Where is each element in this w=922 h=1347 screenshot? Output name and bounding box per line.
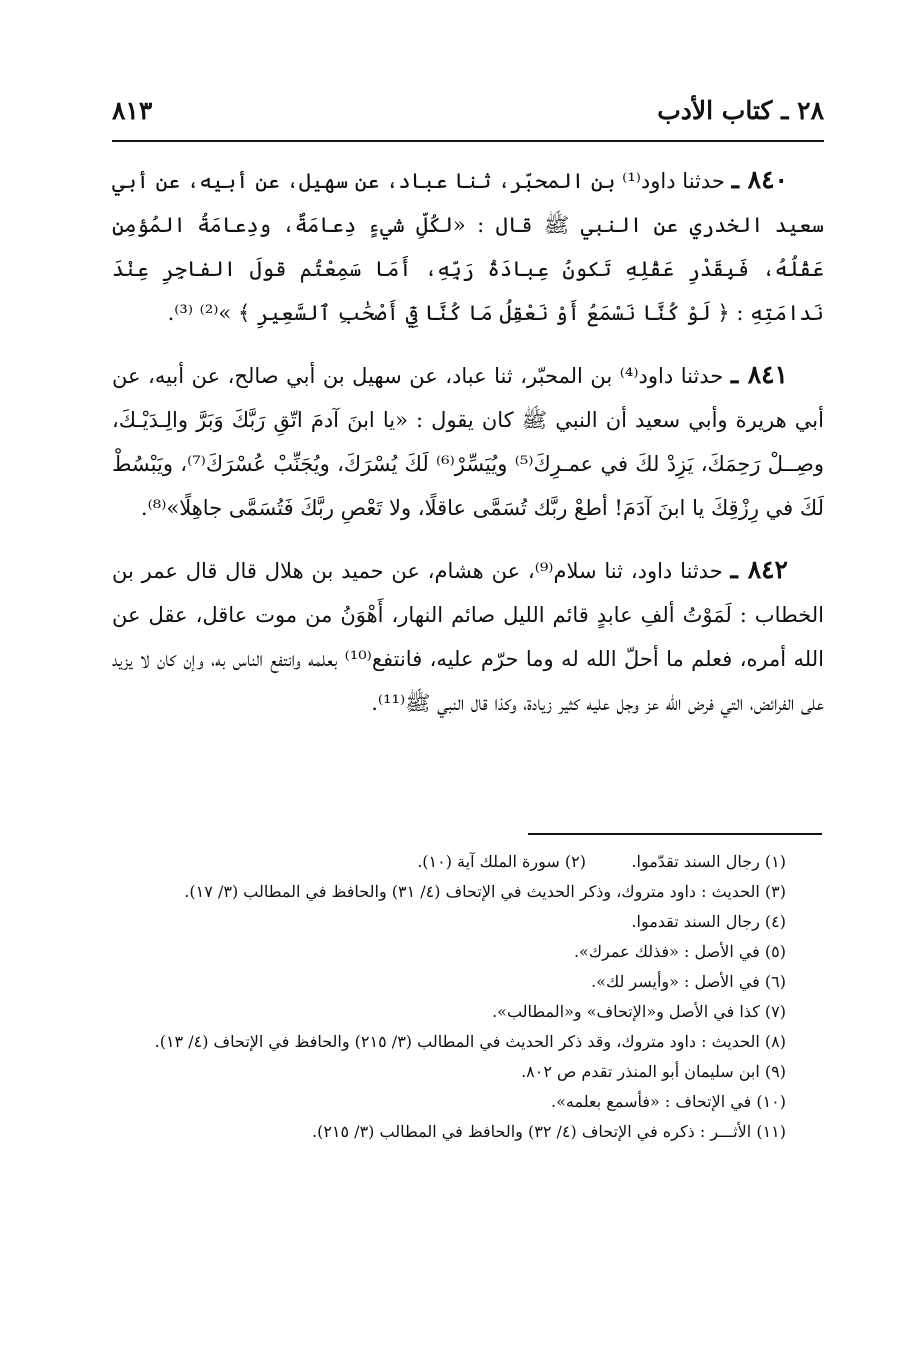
main-text — [112, 158, 824, 743]
hadith-840 — [112, 158, 824, 335]
hadith-841 — [112, 353, 824, 530]
footnotes — [112, 847, 824, 1147]
hadith-text: حدثنا داود⁽¹⁾ بن المحبّر، ثنا عباد، عن سهيل، عن أبيه، عن أبي سعيد الخدري عن النبي ﷺ قال : «لكُلِّ شيءٍ دِعامَةٌ، ودِعامَةُ المُؤمِنِ عَقْلُهُ، فَبِقَدْرِ عَقْلِهِ تَكونُ عِبادَةُ رَبِّهِ، أَمَا سَمِعْتُم قولَ الفاجِرِ عِنْدَ نَدامَتِهِ : ﴿ لَوْ كُنَّا نَسْمَعُ أَوْ نَعْقِلُ مَا كُنَّا فِيٓ أَصْحَٰبِ ٱلسَّعِيرِ ﴾ »⁽²⁾ ⁽³⁾. — [112, 169, 824, 325]
hadith-number: ٨٤٢ ـ — [730, 555, 788, 584]
footnote-5: (٥) في الأصل : «فذلك عمرك». — [573, 942, 786, 961]
footnote-2: (٢) سورة الملك آية (١٠). — [417, 852, 586, 871]
hadith-text: حدثنا داود⁽⁴⁾ بن المحبّر، ثنا عباد، عن سهيل بن أبي صالح، عن أبيه، عن أبي هريرة وأبي سعيد أن النبي ﷺ كان يقول : «يا ابنَ آدمَ اتّقِ رَبَّكَ وَبَرَّ والِـدَيْـكَ، وصِــلْ رَحِمَكَ، يَزِدْ لكَ في عمـرِكَ⁽⁵⁾ ويُيَسِّرْ⁽⁶⁾ لَكَ يُسْرَكَ، ويُجَنِّبْ عُسْرَكَ⁽⁷⁾، ويَبْسُطْ لَكَ في رِزْقِكَ يا ابنَ آدَمَ! أطعْ ربَّك تُسَمَّى عاقلًا، ولا تَعْصِ ربَّكَ فَتُسَمَّى جاهِلًا»⁽⁸⁾. — [112, 364, 824, 520]
footnote-10: (١٠) في الإتحاف : «فأسمع بعلمه». — [551, 1092, 786, 1111]
hadith-text: حدثنا داود، ثنا سلام⁽⁹⁾، عن هشام، عن حميد بن هلال قال قال عمر بن الخطاب : لَمَوْتُ ألفِ عابدٍ قائم الليل صائم النهار، أَهْوَنُ من موت عاقل، عقل عن الله أمره، فعلم ما أحلّ الله له وما حرّم عليه، فانتفع⁽¹⁰⁾ بعلمه وانتفع الناس به، وإن كان لا يزيد على الفرائض، التي فرض الله عز وجل عليه كثير زيادة، وكذا قال النبي ﷺ⁽¹¹⁾. — [112, 559, 824, 715]
footnote-11: (١١) الأثـــر : ذكره في الإتحاف (٤/ ٣٢) والحافظ في المطالب (٣/ ٢١٥). — [311, 1122, 786, 1141]
footnote-8: (٨) الحديث : داود متروك، وقد ذكر الحديث في المطالب (٣/ ٢١٥) والحافظ في الإتحاف (٤/ ١٣). — [154, 1032, 786, 1051]
footnote-3: (٣) الحديث : داود متروك، وذكر الحديث في الإتحاف (٤/ ٣١) والحافظ في المطالب (٣/ ١٧). — [184, 882, 786, 901]
page-number: ٨١٣ — [112, 95, 153, 125]
hadith-number: ٨٤٠ ـ — [731, 165, 788, 194]
footnote-7: (٧) كذا في الأصل و«الإتحاف» و«المطالب». — [492, 1002, 786, 1021]
footnote-4: (٤) رجال السند تقدموا. — [631, 912, 786, 931]
hadith-number: ٨٤١ ـ — [730, 360, 788, 389]
footnote-rule — [528, 833, 822, 835]
chapter-title: ٢٨ ـ كتاب الأدب — [657, 95, 824, 125]
footnote-1: (١) رجال السند تقدّموا. — [631, 852, 786, 871]
footnote-9: (٩) ابن سليمان أبو المنذر تقدم ص ٨٠٢. — [521, 1062, 786, 1081]
page-header — [112, 88, 824, 132]
footnote-row — [112, 847, 824, 877]
footnote-6: (٦) في الأصل : «وأيسر لك». — [591, 972, 786, 991]
header-rule — [112, 140, 824, 142]
hadith-842 — [112, 548, 824, 725]
